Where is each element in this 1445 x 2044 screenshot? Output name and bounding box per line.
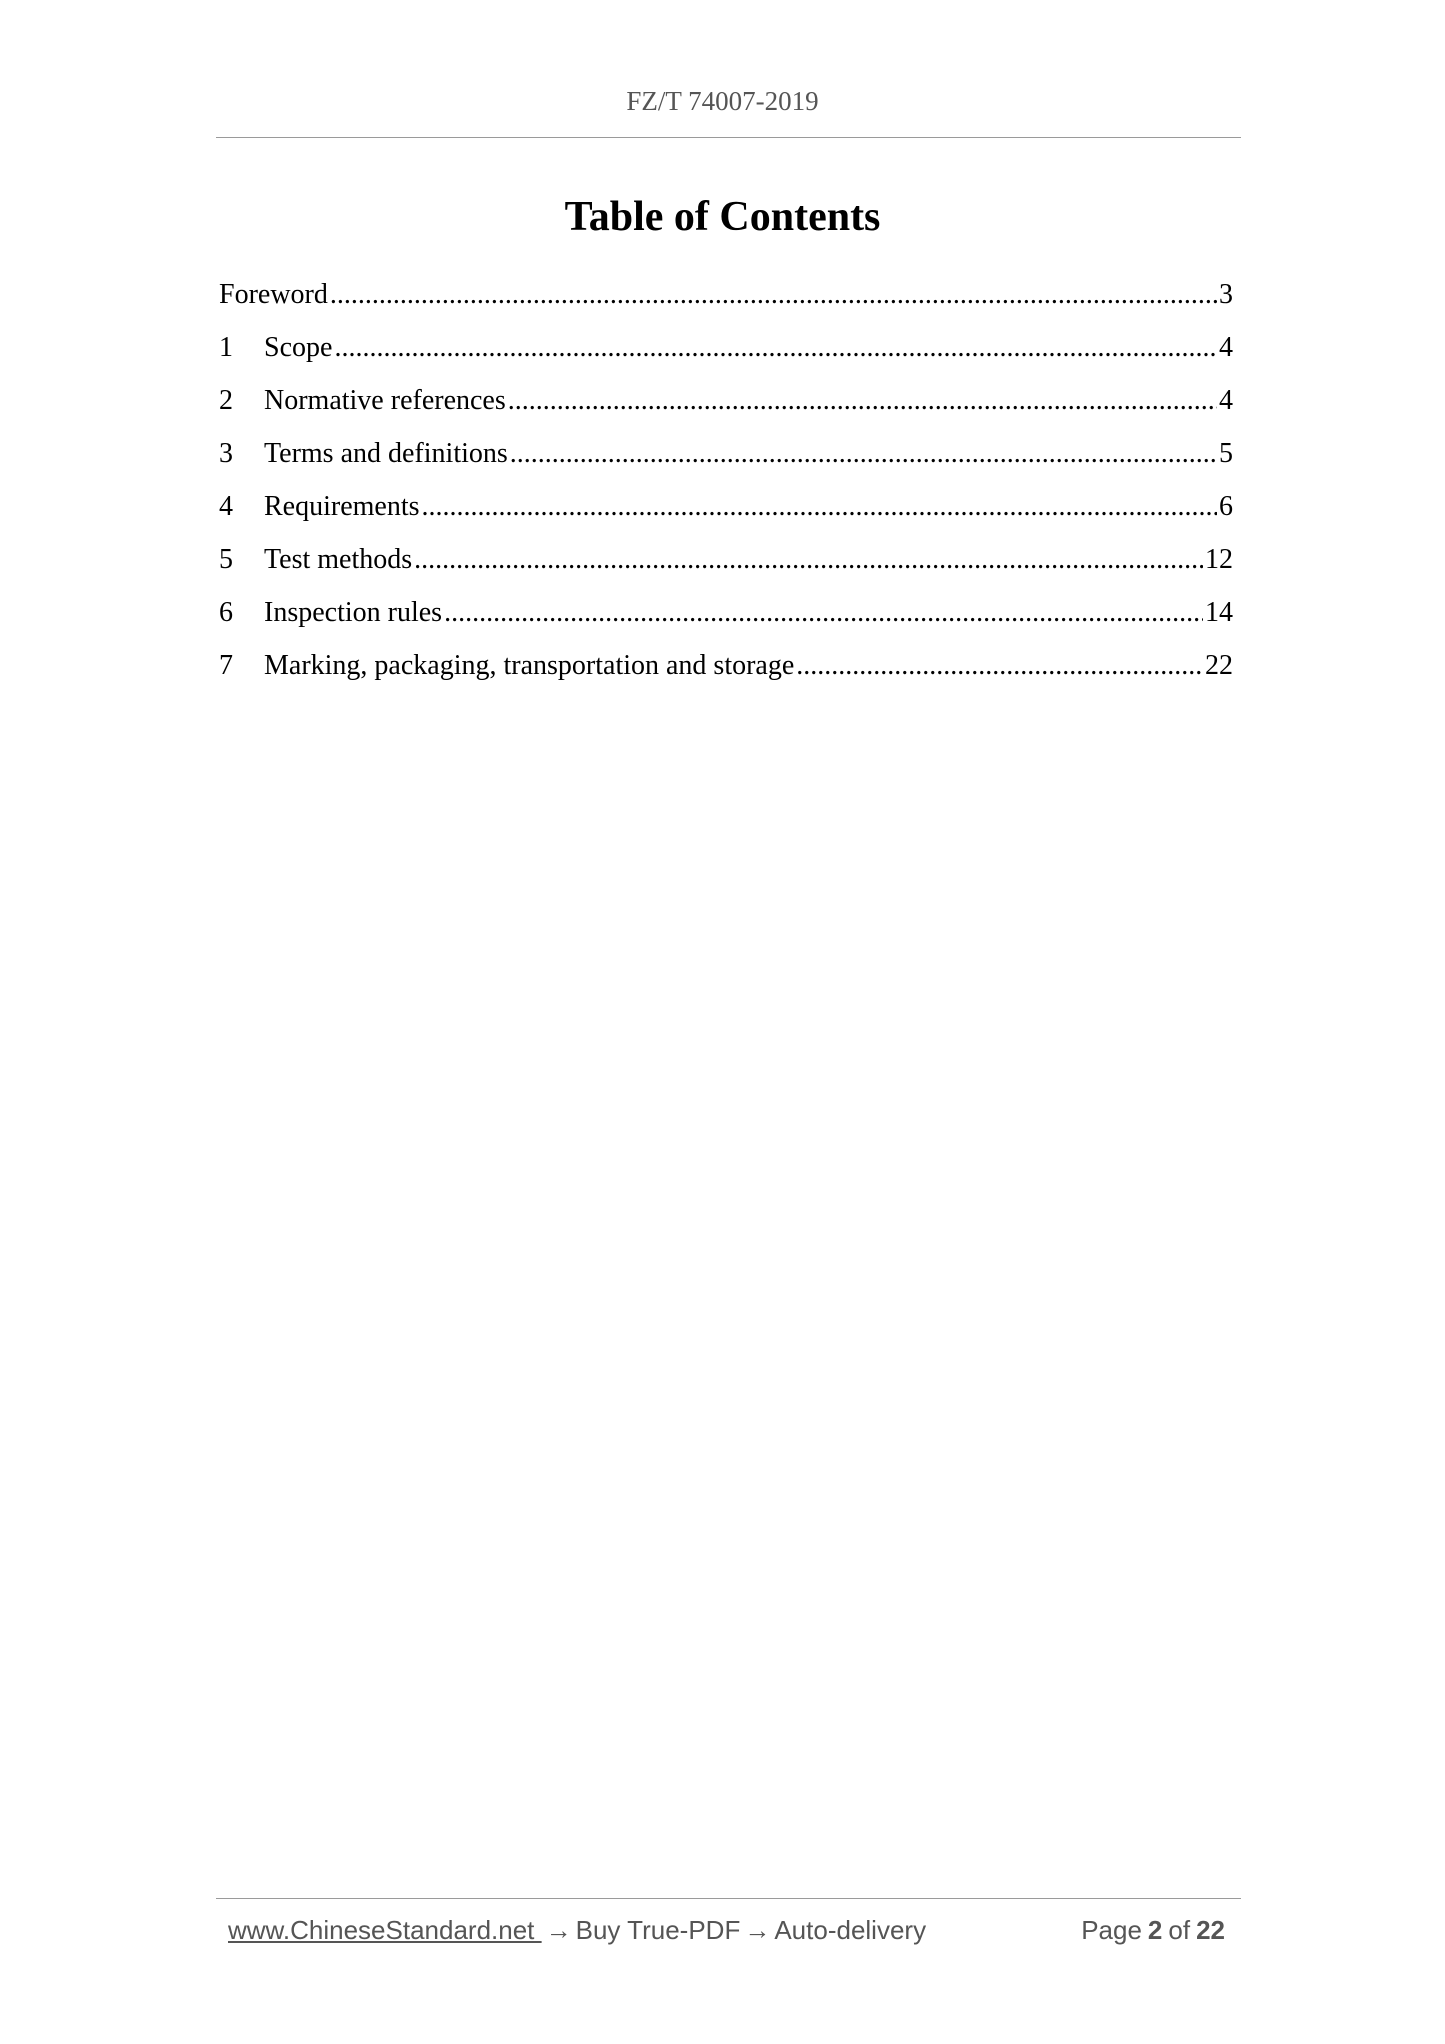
- toc-entry-label: Test methods: [264, 544, 413, 575]
- toc-entry-label: Terms and definitions: [264, 438, 508, 469]
- document-id-header: FZ/T 74007-2019: [626, 86, 819, 116]
- buy-true-pdf-text: Buy True-PDF: [575, 1915, 741, 1945]
- toc-entry-page: 5: [1219, 438, 1233, 469]
- toc-entry-number: 1: [219, 332, 233, 363]
- toc-entry-page: 4: [1219, 385, 1233, 416]
- toc-entry-page: 14: [1205, 597, 1233, 628]
- toc-entry-label: Foreword: [219, 279, 328, 310]
- website-link[interactable]: www.ChineseStandard.net: [228, 1915, 542, 1945]
- right-arrow-icon: →: [744, 1915, 771, 1945]
- toc-leader-dots: [422, 480, 1217, 533]
- toc-entry-page: 4: [1219, 332, 1233, 363]
- toc-entry-page: 3: [1219, 279, 1233, 310]
- page-footer: [228, 1915, 1231, 1946]
- toc-entry-inspection-rules[interactable]: [219, 586, 1233, 639]
- toc-entry-number: 4: [219, 491, 233, 522]
- toc-entry-label: Normative references: [264, 385, 506, 416]
- toc-entry-test-methods[interactable]: [219, 533, 1233, 586]
- toc-entry-label: Requirements: [264, 491, 420, 522]
- toc-leader-dots: [510, 427, 1217, 480]
- auto-delivery-text: Auto-delivery: [774, 1915, 927, 1945]
- total-pages-number: 22: [1196, 1915, 1225, 1945]
- toc-leader-dots: [414, 533, 1203, 586]
- footer-promo: [228, 1915, 926, 1946]
- right-arrow-icon: →: [545, 1915, 572, 1945]
- toc-list: [219, 268, 1233, 692]
- current-page-number: 2: [1147, 1915, 1163, 1945]
- toc-entry-foreword[interactable]: [219, 268, 1233, 321]
- header-divider: [216, 137, 1241, 138]
- toc-entry-number: 3: [219, 438, 233, 469]
- toc-leader-dots: [796, 639, 1203, 692]
- toc-entry-number: 2: [219, 385, 233, 416]
- toc-entry-label: Marking, packaging, transportation and storage: [264, 650, 795, 681]
- toc-entry-page: 22: [1205, 650, 1233, 681]
- toc-entry-page: 12: [1205, 544, 1233, 575]
- toc-leader-dots: [508, 374, 1217, 427]
- toc-leader-dots: [334, 321, 1217, 374]
- toc-entry-scope[interactable]: [219, 321, 1233, 374]
- page-word: Page: [1081, 1915, 1142, 1945]
- toc-entry-label: Inspection rules: [264, 597, 443, 628]
- toc-entry-number: 6: [219, 597, 233, 628]
- footer-divider: [216, 1898, 1241, 1899]
- of-word: of: [1168, 1915, 1191, 1945]
- toc-entry-number: 7: [219, 650, 233, 681]
- toc-leader-dots: [330, 268, 1217, 321]
- page-indicator: [1081, 1915, 1231, 1946]
- toc-title: Table of Contents: [564, 194, 881, 240]
- toc-entry-normative-references[interactable]: [219, 374, 1233, 427]
- toc-entry-page: 6: [1219, 491, 1233, 522]
- toc-entry-marking-packaging[interactable]: [219, 639, 1233, 692]
- toc-entry-number: 5: [219, 544, 233, 575]
- toc-entry-label: Scope: [264, 332, 333, 363]
- toc-entry-terms-and-definitions[interactable]: [219, 427, 1233, 480]
- toc-entry-requirements[interactable]: [219, 480, 1233, 533]
- toc-leader-dots: [444, 586, 1203, 639]
